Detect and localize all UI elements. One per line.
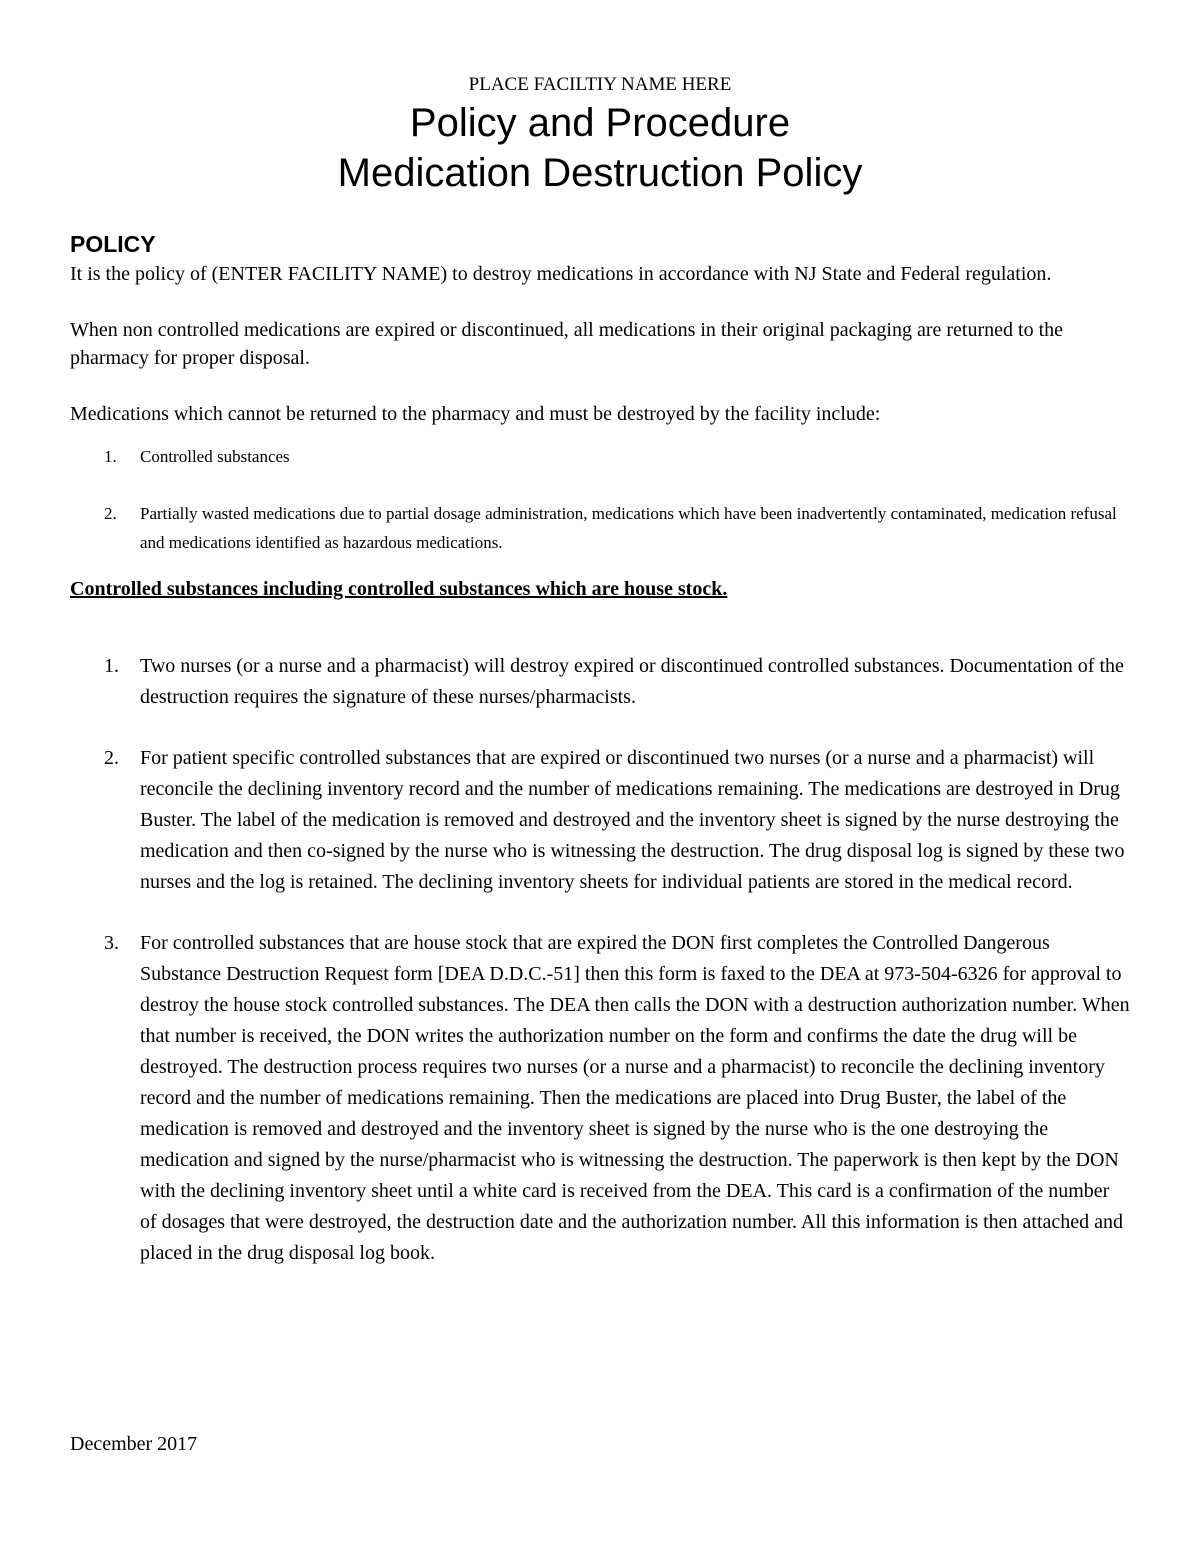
list-item-text: Partially wasted medications due to partial dosage administration, medications which have been inadvertently contaminated, medication refusal and medications identified as hazardous medications. (140, 504, 1117, 552)
policy-paragraph: It is the policy of (ENTER FACILITY NAME) to destroy medications in accordance with NJ State and Federal regulation. (70, 263, 1052, 285)
policy-paragraph: Medications which cannot be returned to the pharmacy and must be destroyed by the facility include: (70, 403, 881, 425)
list-item-text: Two nurses (or a nurse and a pharmacist) will destroy expired or discontinued controlled substances. Documentation of the destruction requires the signature of these nurses/pharmacists. (140, 655, 1124, 708)
list-item-text: Controlled substances (140, 447, 290, 466)
list-item-text: For controlled substances that are house stock that are expired the DON first completes the Controlled Dangerous Substance Destruction Request form [DEA D.D.C.-51] then this form is faxed to the DEA at 973-504-6326 for approval to destroy the house stock controlled substances. The DEA then calls the DON with a destruction authorization number. When that number is received, the DON writes the authorization number on the form and confirms the date the drug will be destroyed. The destruction process requires two nurses (or a nurse and a pharmacist) to reconcile the declining inventory record and the number of medications remaining. Then the medications are placed into Drug Buster, the label of the medication is removed and destroyed and the inventory sheet is signed by the nurse who is the one destroying the medication and signed by the nurse/pharmacist who is witnessing the destruction. The paperwork is then kept by the DON with the declining inventory sheet until a white card is received from the DEA. This card is a confirmation of the number of dosages that were destroyed, the destruction date and the authorization number. All this information is then attached and placed in the drug disposal log book. (140, 932, 1130, 1264)
policy-paragraph: When non controlled medications are expired or discontinued, all medications in their original packaging are returned to the pharmacy for proper disposal. (70, 319, 1063, 369)
document-subtitle: Medication Destruction Policy (337, 151, 863, 195)
list-item-number: 2. (104, 504, 117, 523)
list-item-number: 3. (104, 932, 119, 954)
list-item (70, 743, 1130, 898)
facility-name-placeholder: PLACE FACILTIY NAME HERE (468, 74, 732, 95)
list-item (70, 651, 1130, 713)
document-title: Policy and Procedure (409, 101, 791, 145)
list-item (70, 499, 1130, 557)
list-item-number: 1. (104, 655, 119, 677)
list-item-number: 1. (104, 447, 117, 466)
controlled-substances-heading: Controlled substances including controlled substances which are house stock. (70, 578, 728, 600)
destroyed-medications-list (70, 442, 1130, 557)
list-item-text: For patient specific controlled substances that are expired or discontinued two nurses (or a nurse and a pharmacist) will reconcile the declining inventory record and the number of medications remaining. The medications are destroyed in Drug Buster. The label of the medication is removed and destroyed and the inventory sheet is signed by the nurse destroying the medication and then co-signed by the nurse who is witnessing the destruction. The drug disposal log is signed by these two nurses and the log is retained. The declining inventory sheets for individual patients are stored in the medical record. (140, 747, 1125, 893)
list-item (70, 928, 1130, 1269)
policy-heading: POLICY (70, 231, 156, 257)
list-item (70, 442, 1130, 471)
revision-date: December 2017 (70, 1433, 198, 1455)
controlled-substances-procedure-list (70, 651, 1130, 1269)
list-item-number: 2. (104, 747, 119, 769)
